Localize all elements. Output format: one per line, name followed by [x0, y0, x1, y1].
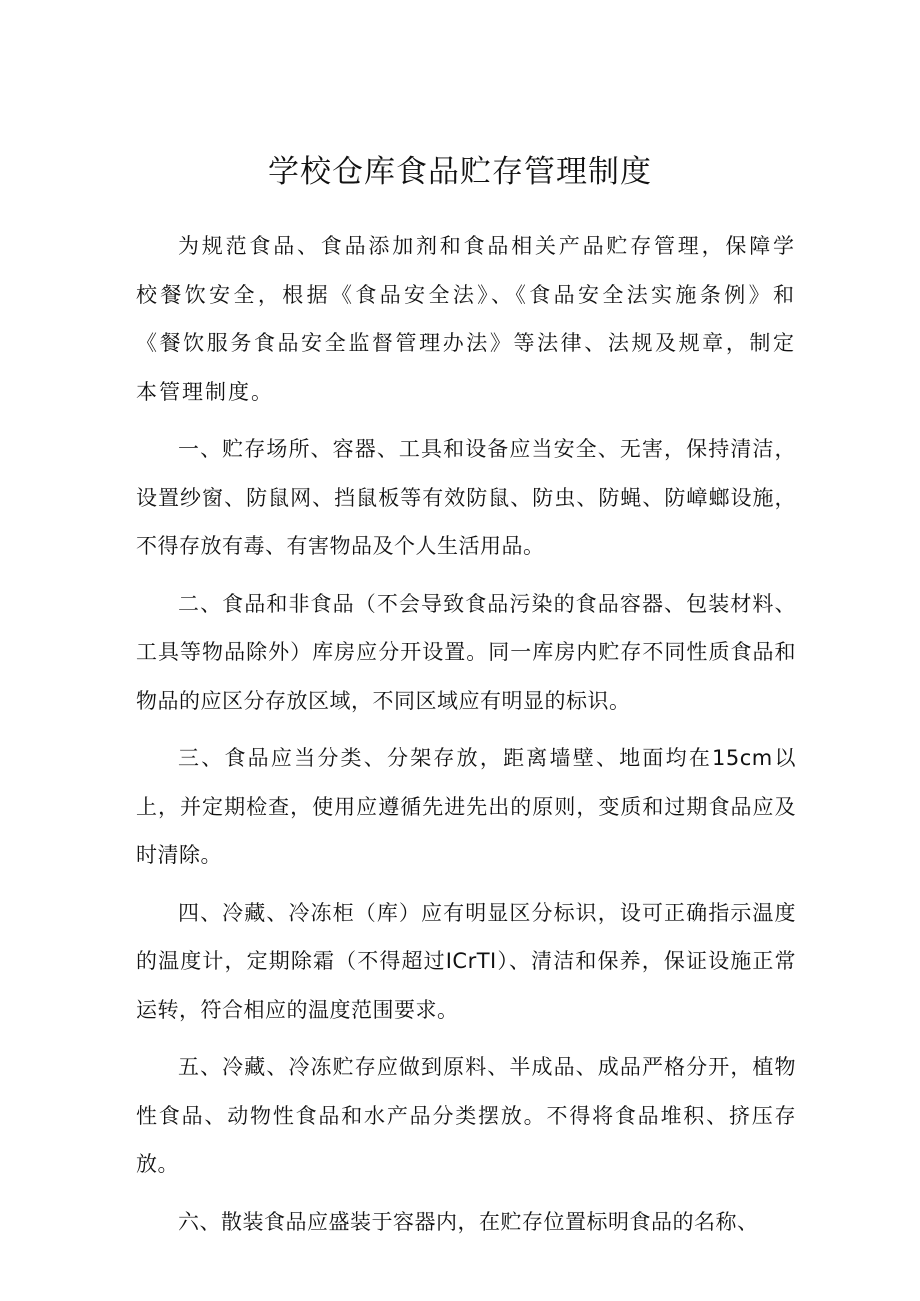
- article-6-paragraph: 六、散装食品应盛装于容器内，在贮存位置标明食品的名称、: [178, 1209, 759, 1234]
- article-5-paragraph: 五、冷藏、冷冻贮存应做到原料、半成品、成品严格分开，植物性食品、动物性食品和水产品分类摆放。不得将食品堆积、挤压存放。: [136, 1055, 796, 1176]
- document-body: [136, 222, 796, 1255]
- article-2-paragraph: 二、食品和非食品（不会导致食品污染的食品容器、包装材料、工具等物品除外）库房应分开设置。同一库房内贮存不同性质食品和物品的应区分存放区域，不同区域应有明显的标识。: [136, 591, 796, 713]
- intro-paragraph: 为规范食品、食品添加剂和食品相关产品贮存管理，保障学校餐饮安全，根据《食品安全法》、《食品安全法实施条例》和《餐饮服务食品安全监督管理办法》等法律、法规及规章，制定本管理制度。: [136, 234, 796, 404]
- article-1-paragraph: 一、贮存场所、容器、工具和设备应当安全、无害，保持清洁，设置纱窗、防鼠网、挡鼠板等有效防鼠、防虫、防蝇、防嶂螂设施，不得存放有毒、有害物品及个人生活用品。: [136, 437, 796, 558]
- article-4-paragraph: 四、冷藏、冷冻柜（库）应有明显区分标识，设可正确指示温度的温度计，定期除霜（不得超过ICrTI）、清洁和保养，保证设施正常运转，符合相应的温度范围要求。: [136, 900, 796, 1022]
- document-title: 学校仓库食品贮存管理制度: [268, 154, 652, 190]
- article-3-paragraph: 三、食品应当分类、分架存放，距离墙壁、地面均在15cm以上，并定期检查，使用应遵循先进先出的原则，变质和过期食品应及时清除。: [136, 746, 796, 867]
